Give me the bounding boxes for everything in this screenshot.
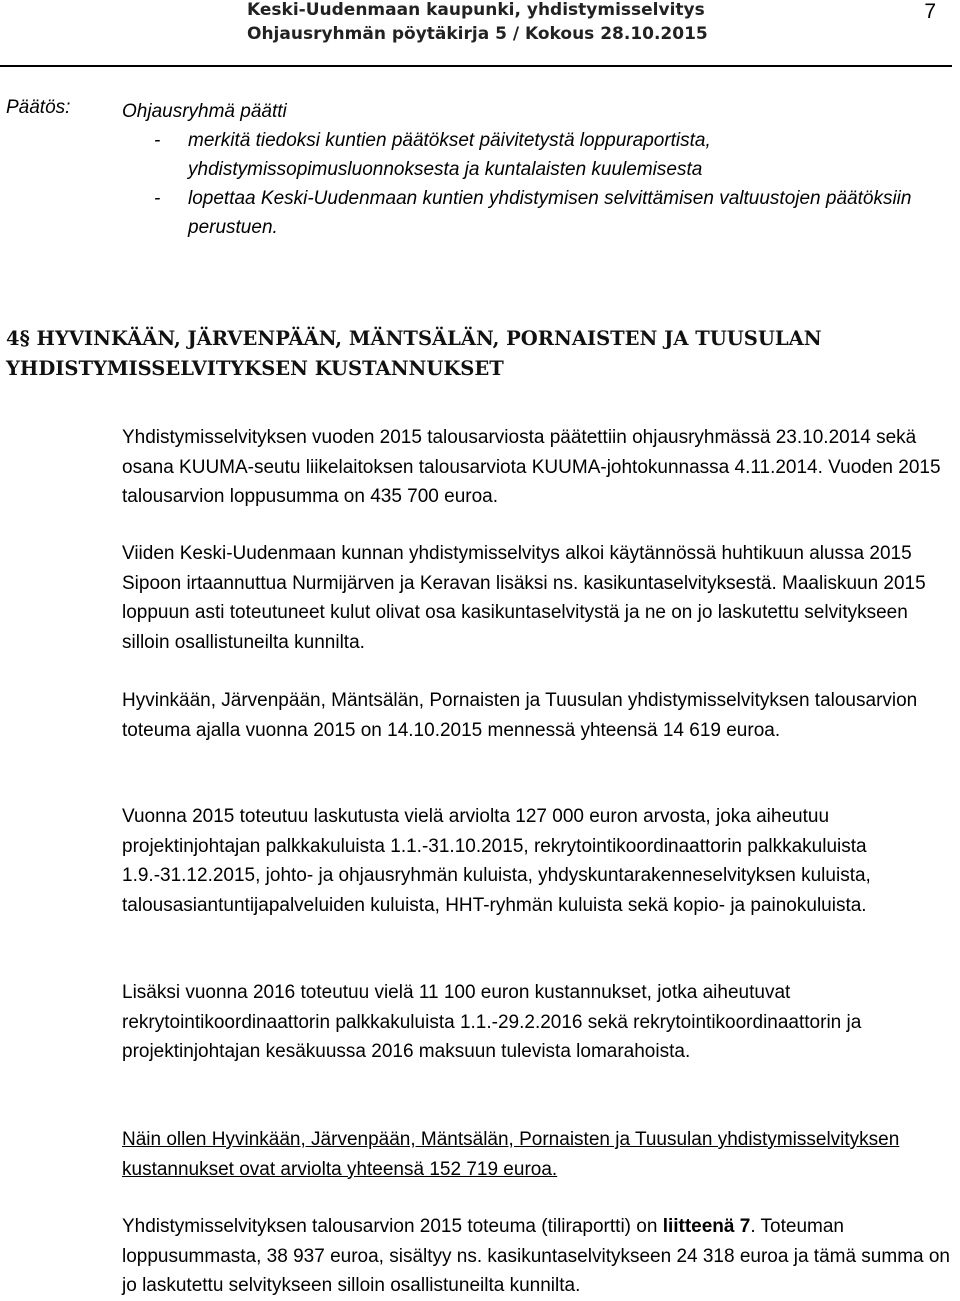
paragraph-2016-costs: Lisäksi vuonna 2016 toteutuu vielä 11 100 euron kustannukset, jotka aiheutuvat rekrytointikoordinaattorin palkkakuluista 1.1.-29.2.2016 sekä rekrytointikoordinaattorin ja projektinjohtajan kesäkuussa 2016 maksuun tulevista lomarahoista. <box>122 982 862 1062</box>
decision-item <box>122 126 942 184</box>
header-meeting: Ohjausryhmän pöytäkirja 5 / Kokous 28.10.2015 <box>247 24 708 44</box>
header-organization: Keski-Uudenmaan kaupunki, yhdistymisselvitys <box>247 0 705 20</box>
decision-intro: Ohjausryhmä päätti <box>122 101 287 122</box>
decision-item-text: lopettaa Keski-Uudenmaan kuntien yhdistymisen selvittämisen valtuustojen päätöksiin perustuen. <box>188 188 912 238</box>
paragraph-summary: Näin ollen Hyvinkään, Järvenpään, Mäntsälän, Pornaisten ja Tuusulan yhdistymisselvityksen kustannukset ovat arviolta yhteensä 152 719 euroa. <box>122 1129 900 1180</box>
final-text-start: Yhdistymisselvityksen talousarvion 2015 toteuma (tiliraportti) on <box>122 1216 663 1237</box>
header-divider <box>0 65 952 67</box>
decision-block <box>122 97 942 242</box>
decision-item <box>122 184 942 242</box>
paragraph-realized: Hyvinkään, Järvenpään, Mäntsälän, Pornaisten ja Tuusulan yhdistymisselvityksen talousarvion toteuma ajalla vuonna 2015 on 14.10.2015 mennessä yhteensä 14 619 euroa. <box>122 690 918 741</box>
final-text-end: . Toteuman loppusummasta, 38 937 euroa, sisältyy ns. kasikuntaselvitykseen 24 318 euroa ja tämä summa on jo laskutettu selvitykseen silloin osallistuneilta kunnilta. <box>122 1216 951 1296</box>
section-heading: 4§ HYVINKÄÄN, JÄRVENPÄÄN, MÄNTSÄLÄN, PORNAISTEN JA TUUSULAN YHDISTYMISSELVITYKSEN KUSTANNUKSET <box>6 327 822 380</box>
paragraph-final <box>122 1212 952 1301</box>
paragraph-start: Viiden Keski-Uudenmaan kunnan yhdistymisselvitys alkoi käytännössä huhtikuun alussa 2015 Sipoon irtaannuttua Nurmijärven ja Keravan lisäksi ns. kasikuntaselvityksestä. Maaliskuun 2015 loppuun asti toteutuneet kulut olivat osa kasikuntaselvitystä ja ne on jo laskutettu selvitykseen silloin osallistuneilta kunnilta. <box>122 543 926 653</box>
attachment-reference: liitteenä 7 <box>662 1216 751 1237</box>
paragraph-budget: Yhdistymisselvityksen vuoden 2015 talousarviosta päätettiin ohjausryhmässä 23.10.2014 sekä osana KUUMA-seutu liikelaitoksen talousarviota KUUMA-johtokunnassa 4.11.2014. Vuoden 2015 talousarvion loppusumma on 435 700 euroa. <box>122 427 941 507</box>
paragraph-2015-billing: Vuonna 2015 toteutuu laskutusta vielä arviolta 127 000 euron arvosta, joka aiheutuu projektinjohtajan palkkakuluista 1.1.-31.10.2015, rekrytointikoordinaattorin palkkakuluista 1.9.-31.12.2015, johto- ja ohjausryhmän kuluista, yhdyskuntarakenneselvityksen kuluista, talousasiantuntijapalveluiden kuluista, HHT-ryhmän kuluista sekä kopio- ja painokuluista. <box>122 806 871 916</box>
decision-item-text: merkitä tiedoksi kuntien päätökset päivitetystä loppuraportista, yhdistymissopimusluonnoksesta ja kuntalaisten kuulemisesta <box>188 130 711 180</box>
list-dash: - <box>154 130 161 151</box>
decision-label: Päätös: <box>6 97 71 118</box>
list-dash: - <box>154 188 161 209</box>
page-number: 7 <box>924 0 936 23</box>
